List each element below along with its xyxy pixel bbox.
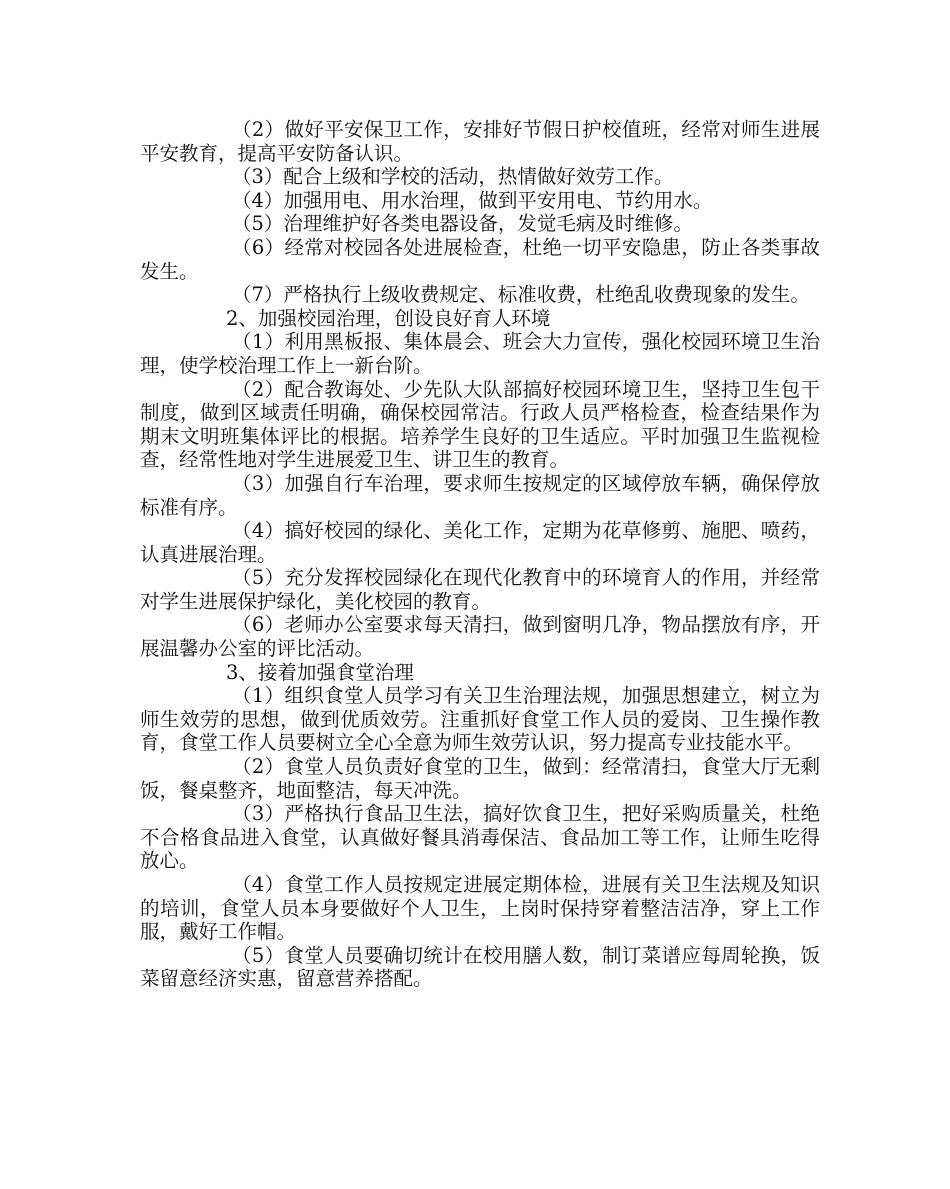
paragraph-meal-planning: （5）食堂人员要确切统计在校用膳人数，制订菜谱应每周轮换，饭菜留意经济实惠，留意营养搭配。 — [140, 943, 820, 991]
paragraph-greening-education: （5）充分发挥校园绿化在现代化教育中的环境育人的作用，并经常对学生进展保护绿化，美化校园的教育。 — [140, 566, 820, 613]
paragraph-staff-health: （4）食堂工作人员按规定进展定期体检，进展有关卫生法规及知识的培训，食堂人员本身要做好个人卫生，上岗时保持穿着整洁洁净，穿上工作服，戴好工作帽。 — [140, 873, 820, 944]
paragraph-canteen-training: （1）组织食堂人员学习有关卫生治理法规，加强思想建立，树立为师生效劳的思想，做到优质效劳。注重抓好食堂工作人员的爱岗、卫生操作教育，食堂工作人员要树立全心全意为师生效劳认识，努力提高专业技能水平。 — [140, 684, 820, 755]
paragraph-campus-inspection: （6）经常对校园各处进展检查，杜绝一切平安隐患，防止各类事故发生。 — [140, 235, 820, 283]
paragraph-fee-rules: （7）严格执行上级收费规定、标准收费，杜绝乱收费现象的发生。 — [232, 283, 810, 307]
paragraph-greening-work: （4）搞好校园的绿化、美化工作，定期为花草修剪、施肥、喷药，认真进展治理。 — [140, 519, 820, 566]
paragraph-cooperate-activities: （3）配合上级和学校的活动，热情做好效劳工作。 — [232, 165, 674, 189]
paragraph-office-cleaning: （6）老师办公室要求每天清扫，做到窗明几净，物品摆放有序，开展温馨办公室的评比活动。 — [140, 613, 820, 661]
paragraph-blackboard-publicity: （1）利用黑板报、集体晨会、班会大力宣传，强化校园环境卫生治理，使学校治理工作上一新台阶。 — [140, 330, 820, 377]
paragraph-equipment-maintenance: （5）治理维护好各类电器设备，发觉毛病及时维修。 — [232, 212, 693, 236]
paragraph-security-work: （2）做好平安保卫工作，安排好节假日护校值班，经常对师生进展平安教育，提高平安防备认识。 — [140, 118, 820, 165]
paragraph-electricity-water: （4）加强用电、用水治理，做到平安用电、节约用水。 — [232, 188, 713, 212]
paragraph-canteen-hygiene: （2）食堂人员负责好食堂的卫生，做到：经常清扫，食堂大厅无剩饭，餐桌整齐，地面整洁，每天冲洗。 — [140, 755, 820, 802]
document-body — [140, 118, 820, 991]
paragraph-food-safety: （3）严格执行食品卫生法，搞好饮食卫生，把好采购质量关，杜绝不合格食品进入食堂，认真做好餐具消毒保洁、食品加工等工作，让师生吃得放心。 — [140, 802, 820, 873]
section-heading-campus-management: 2、加强校园治理，创设良好育人环境 — [226, 306, 551, 330]
paragraph-bicycle-management: （3）加强自行车治理，要求师生按规定的区域停放车辆，确保停放标准有序。 — [140, 471, 820, 519]
paragraph-environment-hygiene: （2）配合教诲处、少先队大队部搞好校园环境卫生，坚持卫生包干制度，做到区域责任明确，确保校园常洁。行政人员严格检查，检查结果作为期末文明班集体评比的根据。培养学生良好的卫生适应。平时加强卫生监视检查，经常性地对学生进展爱卫生、讲卫生的教育。 — [140, 377, 820, 472]
section-heading-canteen-management: 3、接着加强食堂治理 — [226, 660, 414, 684]
